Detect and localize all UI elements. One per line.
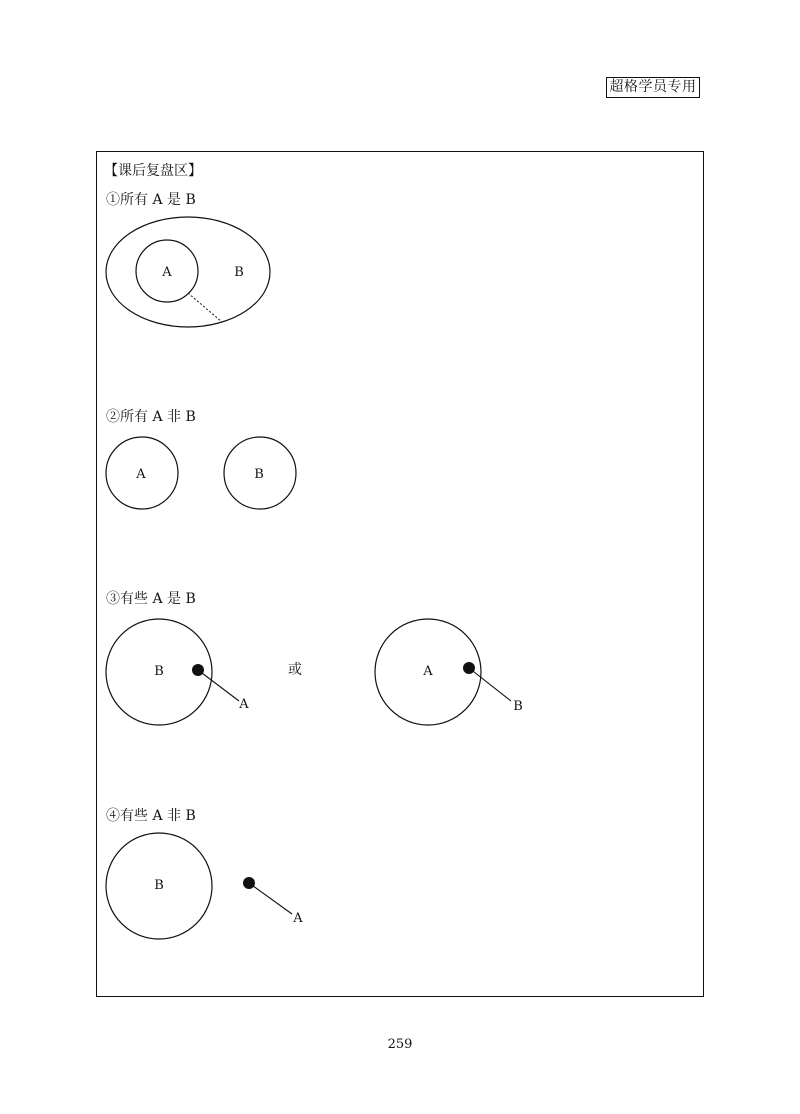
label-b: B [254, 467, 264, 482]
label-a: A [136, 467, 146, 482]
diagram-some-a-not-b [106, 833, 303, 939]
diagram-all-a-not-b [106, 437, 296, 509]
label-b: B [234, 265, 244, 280]
item-2-heading: ②所有 A 非 B [106, 409, 196, 425]
diagram-all-a-are-b [106, 217, 270, 327]
label-b: B [154, 878, 164, 893]
label-a: A [423, 664, 433, 679]
label-a: A [162, 265, 172, 280]
label-b-pointer: B [513, 699, 523, 714]
page-number: 259 [387, 1037, 413, 1052]
label-a-pointer: A [293, 911, 303, 926]
diagram-some-a-are-b [106, 619, 523, 725]
pointer-line [249, 883, 292, 914]
or-connector: 或 [288, 662, 302, 678]
label-b: B [154, 664, 164, 679]
label-a-pointer: A [239, 697, 249, 712]
pointer-line [198, 670, 239, 701]
item-1-heading: ①所有 A 是 B [106, 192, 196, 208]
item-4-heading: ④有些 A 非 B [106, 808, 196, 824]
set-b-ellipse [106, 217, 270, 327]
section-title: 【课后复盘区】 [104, 163, 202, 179]
item-3-heading: ③有些 A 是 B [106, 591, 196, 607]
student-only-badge: 超格学员专用 [606, 77, 700, 98]
dashed-guide-line [188, 293, 222, 322]
